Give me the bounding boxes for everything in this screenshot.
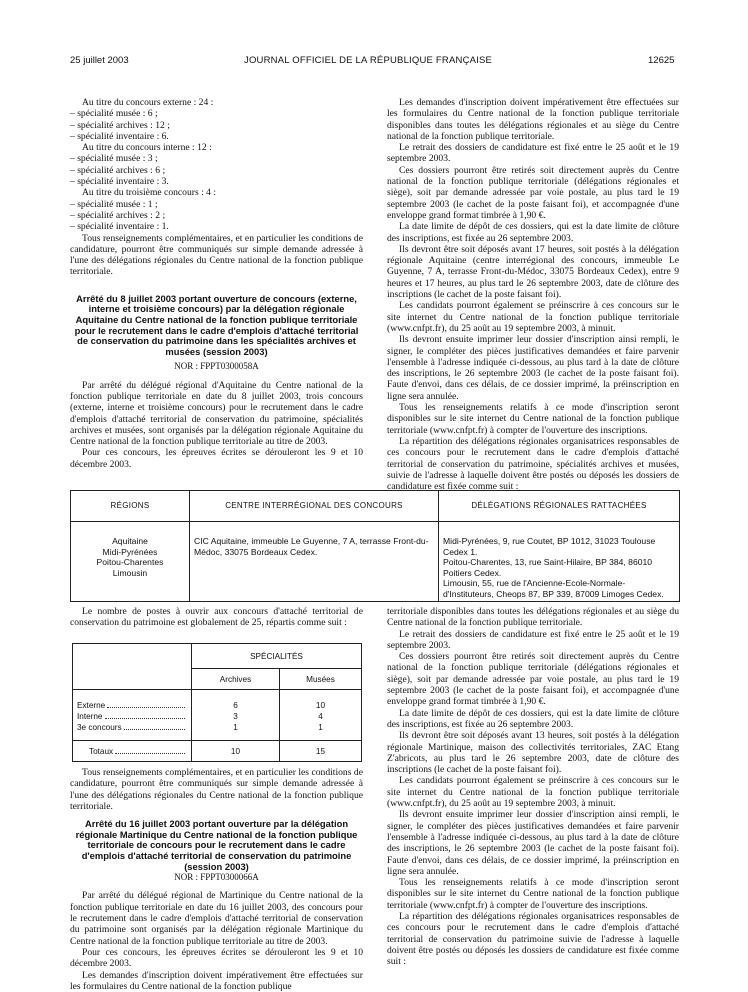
cell-value: 3	[233, 712, 238, 721]
delegation-address: Limousin, 55, rue de l'Ancienne-Ecole-Normale-d'Instituteurs, Cheops 87, BP 339, 87009 Limoges Cedex.	[443, 578, 664, 599]
table-total-row	[73, 741, 362, 762]
paragraph: La répartition des délégations régionales organisatrices responsables de ces concours pour le recrutement dans le cadre d'emplois d'attaché territorial de conservation du patrimoine, spécialités archives et musées, suivie de l'adresse à laquelle doivent être postés ou déposés les dossiers de candidature est fixée comme suit :	[387, 435, 679, 493]
paragraph: La répartition des délégations régionales organisatrices responsables de ces concours pour le recrutement dans le cadre d'emplois d'attaché territorial de conservation du patrimoine suivie de l'adresse à laquelle doivent être postés ou déposés les dossiers de candidature est fixée comme suit :	[387, 911, 679, 968]
row-label: 3e concours	[77, 723, 122, 732]
text-line: – spécialité inventaire : 6.	[70, 130, 169, 142]
paragraph: La date limite de dépôt de ces dossiers, qui est la date limite de clôture des inscriptions, est fixée au 26 septembre 2003.	[387, 707, 679, 730]
nor-reference: NOR : FPPT0300066A	[174, 872, 259, 883]
delegations-cell	[439, 522, 680, 602]
journal-title: JOURNAL OFFICIEL DE LA RÉPUBLIQUE FRANÇAISE	[244, 55, 493, 66]
text-line: Au titre du concours externe : 24 :	[82, 97, 214, 108]
paragraph: Tous les renseignements relatifs à ce mode d'inscription seront disponibles sur le site internet du Centre national de la fonction publique territoriale (www.cnfpt.fr) à compter de l'ouverture des inscriptions.	[387, 877, 679, 911]
text-line: – spécialité musée : 3 ;	[70, 153, 158, 165]
text-line: – spécialité musée : 6 ;	[70, 108, 158, 120]
cell-value: 10	[315, 701, 326, 710]
cell-value: 10	[192, 741, 280, 762]
left-column-middle	[70, 606, 363, 629]
table-header-row	[71, 491, 680, 522]
nor-reference: NOR : FPPT0300058A	[174, 361, 259, 372]
paragraph: Par arrêté du délégué régional de Martinique du Centre national de la fonction publique territoriale en date du 16 juillet 2003, des concours pour le recrutement dans le cadre d'emplois d'attaché territorial de conservation du patrimoine sont organisés par la délégation régionale Martinique du Centre national de la fonction publique territoriale au titre de 2003.	[70, 890, 363, 947]
cell-value: 15	[279, 741, 361, 762]
text-line: – spécialité archives : 2 ;	[70, 209, 166, 221]
regions-cell	[71, 522, 190, 602]
region-name: Poitou-Charentes	[96, 557, 164, 567]
paragraph: Ils devront ensuite imprimer leur dossier d'inscription ainsi rempli, le signer, le compléter des pièces justificatives demandées et faire parvenir l'ensemble à l'adresse indiquée ci-dessous, au plus tard à la date de clôture des inscriptions, le 26 septembre 2003 (le cachet de la poste faisant foi). Faute d'envoi, dans ces délais, de ce dossier imprimé, la préinscription en ligne sera annulée.	[387, 809, 679, 877]
column-header: CENTRE INTERRÉGIONAL DES CONCOURS	[190, 491, 439, 522]
paragraph: Les demandes d'inscription doivent impérativement être effectuées sur les formulaires du Centre national de la fonction publique territoriale disponibles dans toutes les délégations régionales et au siège du Centre national de la fonction publique territoriale.	[387, 97, 679, 142]
row-label: Interne	[77, 712, 103, 721]
table-row	[71, 522, 680, 602]
column-header: Archives	[192, 669, 280, 690]
paragraph: Le retrait des dossiers de candidature est fixé entre le 25 août et le 19 septembre 2003.	[387, 628, 679, 651]
region-name: Midi-Pyrénées	[102, 546, 158, 557]
text-line: – spécialité archives : 12 ;	[70, 119, 170, 131]
left-column-top	[70, 97, 363, 470]
paragraph: Pour ces concours, les épreuves écrites se dérouleront les 9 et 10 décembre 2003.	[70, 447, 363, 470]
delegation-address: Poitou-Charentes, 13, rue Saint-Hilaire, BP 384, 86010 Poitiers Cedex.	[443, 557, 653, 578]
right-column-bottom	[387, 606, 679, 968]
paragraph: Tous renseignements complémentaires, et en particulier les conditions de candidature, pourront être communiqués sur simple demande adressée à l'une des délégations régionales du Centre national de la fonction publique territoriale.	[70, 767, 363, 812]
left-column-bottom	[70, 767, 363, 992]
row-label: Totaux	[89, 746, 114, 756]
paragraph: Ils devront être soit déposés avant 17 heures, soit postés à la délégation régionale Aquitaine (centre interrégional des concours, immeuble Le Guyenne, 7 A, terrasse Front-du-Médoc, 33075 Bordeaux Cedex), entre 9 heures et 17 heures, au plus tard le 26 septembre 2003, date de clôture des inscriptions (le cachet de la poste faisant foi).	[387, 243, 679, 301]
paragraph: Les candidats pourront également se préinscrire à ces concours sur le site internet du Centre national de la fonction publique territoriale (www.cnfpt.fr), du 25 août au 19 septembre 2003, à minuit.	[387, 300, 679, 334]
header-date: 25 juillet 2003	[70, 55, 129, 66]
text-line: Au titre du troisième concours : 4 :	[82, 187, 217, 199]
region-name: Limousin	[112, 567, 148, 578]
arrete-title: Arrêté du 16 juillet 2003 portant ouverture par la délégation régionale Martinique du Centre national de la fonction publique territoriale de concours pour le recrutement dans le cadre d'emplois d'attaché territorial de conservation du patrimoine (session 2003)	[75, 818, 358, 872]
paragraph: Le nombre de postes à ouvrir aux concours d'attaché territorial de conservation du patrimoine est globalement de 25, répartis comme suit :	[70, 606, 363, 629]
paragraph: Ces dossiers pourront être retirés soit directement auprès du Centre national de la fonction publique territoriale (délégations régionales et siège), soit par demande adressée par voie postale, au plus tard le 19 septembre 2003 (le cachet de la poste faisant foi), et accompagnée d'une enveloppe grand format timbrée à 1,90 €.	[387, 651, 679, 708]
paragraph: territoriale disponibles dans toutes les délégations régionales et au siège du Centre national de la fonction publique territoriale.	[387, 606, 679, 629]
regions-table	[70, 490, 680, 602]
table-header-row	[73, 644, 362, 669]
paragraph: Ces dossiers pourront être retirés soit directement auprès du Centre national de la fonction publique territoriale (délégations régionales et siège), soit par demande adressée par voie postale, au plus tard le 19 septembre 2003 (le cachet de la poste faisant foi), et accompagnée d'une enveloppe grand format timbrée à 1,90 €.	[387, 164, 679, 221]
delegation-address: Midi-Pyrénées, 9, rue Coutet, BP 1012, 31023 Toulouse Cedex 1.	[443, 536, 656, 557]
table-row	[73, 690, 362, 741]
cell-value: 4	[318, 712, 323, 721]
arrete-title: Arrêté du 8 juillet 2003 portant ouverture de concours (externe, interne et troisième concours) par la délégation régionale Aquitaine du Centre national de la fonction publique territoriale pour le recrutement dans le cadre d'emplois d'attaché territorial de conservation du patrimoine dans les spécialités archives et musées (session 2003)	[74, 292, 359, 357]
paragraph: Ils devront être soit déposés avant 13 heures, soit postés à la délégation régionale Martinique, maison des collectivités territoriales, ZAC Etang Z'abricots, au plus tard le 26 septembre 2003, date de clôture des inscriptions (le cachet de la poste faisant foi).	[387, 730, 679, 776]
cell-value: 1	[318, 723, 323, 732]
paragraph: Par arrêté du délégué régional d'Aquitaine du Centre national de la fonction publique territoriale en date du 8 juillet 2003, trois concours (externe, interne et troisième concours) pour le recrutement dans le cadre d'emplois d'attaché territorial de conservation du patrimoine, spécialités archives et musées, sont organisés par la délégation régionale Aquitaine du Centre national de la fonction publique territoriale au titre de 2003.	[70, 379, 363, 448]
paragraph: Tous les renseignements relatifs à ce mode d'inscription seront disponibles sur le site internet du Centre national de la fonction publique territoriale (www.cnfpt.fr) à compter de l'ouverture des inscriptions.	[387, 402, 679, 436]
text-line: – spécialité inventaire : 3.	[70, 176, 169, 188]
paragraph: Les demandes d'inscription doivent impérativement être effectuées sur les formulaires du Centre national de la fonction publique	[70, 969, 363, 992]
paragraph: Ils devront ensuite imprimer leur dossier d'inscription ainsi rempli, le signer, le compléter des pièces justificatives demandées et faire parvenir l'ensemble à l'adresse indiquée ci-dessous, au plus tard à la date de clôture des inscriptions, le 26 septembre 2003 (le cachet de la poste faisant foi). Faute d'envoi, dans ces délais, de ce dossier imprimé, la préinscription en ligne sera annulée.	[387, 334, 679, 402]
paragraph: Le retrait des dossiers de candidature est fixé entre le 25 août et le 19 septembre 2003.	[387, 142, 679, 165]
column-header: RÉGIONS	[71, 491, 190, 522]
paragraph: Tous renseignements complémentaires, et en particulier les conditions de candidature, pourront être communiqués sur simple demande adressée à l'une des délégations régionales du Centre national de la fonction publique territoriale.	[70, 232, 363, 278]
column-header: Musées	[279, 669, 361, 690]
paragraph: Les candidats pourront également se préinscrire à ces concours sur le site internet du Centre national de la fonction publique territoriale (www.cnfpt.fr), du 25 août au 19 septembre 2003, à minuit.	[387, 775, 679, 810]
centre-cell: CIC Aquitaine, immeuble Le Guyenne, 7 A, terrasse Front-du-Médoc, 33075 Bordeaux Cedex.	[190, 522, 439, 602]
cell-value: 6	[233, 701, 238, 710]
page-number: 12625	[648, 55, 675, 66]
posts-table	[72, 643, 362, 762]
text-line: – spécialité inventaire : 1.	[70, 221, 169, 233]
cell-value: 1	[233, 723, 238, 732]
text-line: – spécialité musée : 1 ;	[70, 198, 158, 210]
text-line: – spécialité archives : 6 ;	[70, 164, 166, 176]
right-column-top	[387, 97, 679, 492]
column-header: DÉLÉGATIONS RÉGIONALES RATTACHÉES	[439, 491, 680, 522]
region-name: Aquitaine	[112, 536, 148, 546]
paragraph: Pour ces concours, les épreuves écrites se dérouleront les 9 et 10 décembre 2003.	[70, 946, 363, 970]
row-label: Externe	[77, 701, 106, 710]
text-line: Au titre du concours interne : 12 :	[82, 142, 212, 154]
paragraph: La date limite de dépôt de ces dossiers, qui est la date limite de clôture des inscriptions, est fixée au 26 septembre 2003.	[387, 221, 679, 244]
column-group-header: SPÉCIALITÉS	[192, 644, 362, 669]
